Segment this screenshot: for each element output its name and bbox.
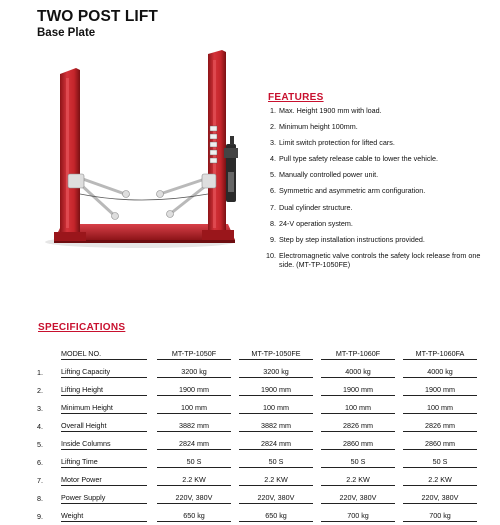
spec-value: 700 kg: [317, 507, 399, 525]
model-header: MT-TP-1050F: [153, 345, 235, 363]
model-no-label: MODEL NO.: [59, 345, 153, 363]
row-index: 6.: [37, 457, 43, 467]
feature-text: Manually controlled power unit.: [279, 170, 379, 180]
spec-name: Lifting Time: [59, 453, 153, 471]
feature-text: Limit switch protection for lifted cars.: [279, 138, 395, 148]
feature-number: 10.: [266, 250, 276, 260]
spec-value: 700 kg: [399, 507, 481, 525]
table-row: [33, 435, 481, 453]
spec-value: 2.2 KW: [235, 471, 317, 489]
two-post-lift-image: [40, 44, 245, 259]
spec-value: 220V, 380V: [153, 489, 235, 507]
feature-text: Max. Height 1900 mm with load.: [279, 106, 382, 115]
features-list: [266, 106, 491, 276]
spec-value: 2.2 KW: [153, 471, 235, 489]
spec-value: 3200 kg: [153, 363, 235, 381]
feature-number: 6.: [270, 186, 276, 196]
spec-value: 1900 mm: [153, 381, 235, 399]
row-index: 7.: [37, 475, 43, 485]
feature-number: 1.: [270, 106, 276, 115]
spec-value: 2860 mm: [399, 435, 481, 453]
spec-value: 50 S: [317, 453, 399, 471]
spec-value: 1900 mm: [235, 381, 317, 399]
table-row: [33, 507, 481, 525]
feature-number: 2.: [270, 122, 276, 132]
spec-value: 3200 kg: [235, 363, 317, 381]
feature-number: 8.: [270, 218, 276, 228]
table-row: [33, 363, 481, 381]
feature-text: Minimum height 100mm.: [279, 122, 358, 132]
row-index: 2.: [37, 385, 43, 395]
spec-value: 2.2 KW: [317, 471, 399, 489]
feature-text: 24-V operation system.: [279, 218, 353, 228]
spec-value: 1900 mm: [399, 381, 481, 399]
table-row: [33, 453, 481, 471]
features-heading: FEATURES: [268, 92, 324, 103]
feature-text: Dual cylinder structure.: [279, 202, 353, 212]
feature-item: [266, 186, 491, 196]
feature-number: 9.: [270, 234, 276, 244]
spec-value: 2.2 KW: [399, 471, 481, 489]
feature-item: [266, 235, 491, 245]
spec-value: 2826 mm: [399, 417, 481, 435]
feature-item: [266, 219, 491, 229]
table-row: [33, 471, 481, 489]
spec-value: 100 mm: [153, 399, 235, 417]
feature-item: [266, 106, 491, 116]
feature-item: [266, 122, 491, 132]
spec-name: Minimum Height: [59, 399, 153, 417]
table-row: [33, 381, 481, 399]
row-index: 5.: [37, 439, 43, 449]
spec-value: 650 kg: [235, 507, 317, 525]
feature-item: [266, 170, 491, 180]
spec-name: Overall Height: [59, 417, 153, 435]
feature-number: 5.: [270, 170, 276, 180]
feature-item: [266, 138, 491, 148]
spec-value: 4000 kg: [317, 363, 399, 381]
model-header: MT-TP-1050FE: [235, 345, 317, 363]
spec-value: 1900 mm: [317, 381, 399, 399]
feature-item: [266, 251, 491, 270]
feature-text: Pull type safety release cable to lower the vehicle.: [279, 154, 439, 164]
spec-value: 220V, 380V: [399, 489, 481, 507]
feature-text: Symmetric and asymmetric arm configuration.: [279, 186, 426, 196]
spec-value: 2860 mm: [317, 435, 399, 453]
spec-name: Weight: [59, 507, 153, 525]
spec-value: 2824 mm: [153, 435, 235, 453]
table-row: [33, 417, 481, 435]
feature-item: [266, 203, 491, 213]
table-row: [33, 399, 481, 417]
spec-value: 100 mm: [317, 399, 399, 417]
spec-name: Lifting Capacity: [59, 363, 153, 381]
feature-number: 7.: [270, 202, 276, 212]
spec-name: Motor Power: [59, 471, 153, 489]
spec-value: 50 S: [235, 453, 317, 471]
specifications-table: [33, 345, 481, 525]
spec-value: 100 mm: [235, 399, 317, 417]
feature-number: 3.: [270, 138, 276, 148]
spec-value: 220V, 380V: [235, 489, 317, 507]
spec-value: 50 S: [399, 453, 481, 471]
table-row: [33, 489, 481, 507]
spec-value: 3882 mm: [153, 417, 235, 435]
page-subtitle: Base Plate: [37, 27, 96, 39]
spec-value: 3882 mm: [235, 417, 317, 435]
spec-name: Inside Columns: [59, 435, 153, 453]
row-index: 4.: [37, 421, 43, 431]
feature-number: 4.: [270, 154, 276, 164]
page-title: TWO POST LIFT: [37, 8, 158, 25]
spec-value: 2824 mm: [235, 435, 317, 453]
spec-value: 100 mm: [399, 399, 481, 417]
specifications-heading: SPECIFICATIONS: [38, 322, 126, 333]
row-index: 3.: [37, 403, 43, 413]
spec-value: 650 kg: [153, 507, 235, 525]
feature-text: Step by step installation instructions provided.: [279, 234, 425, 244]
spec-name: Power Supply: [59, 489, 153, 507]
model-header: MT-TP-1060F: [317, 345, 399, 363]
table-header-row: [33, 345, 481, 363]
row-index: 8.: [37, 493, 43, 503]
row-index: 9.: [37, 511, 43, 521]
spec-value: 50 S: [153, 453, 235, 471]
spec-value: 4000 kg: [399, 363, 481, 381]
model-header: MT-TP-1060FA: [399, 345, 481, 363]
spec-name: Lifting Height: [59, 381, 153, 399]
spec-value: 2826 mm: [317, 417, 399, 435]
feature-item: [266, 154, 491, 164]
feature-text: Electromagnetic valve controls the safety lock release from one side. (MT-TP-1050FE): [279, 250, 481, 270]
spec-value: 220V, 380V: [317, 489, 399, 507]
row-index: 1.: [37, 367, 43, 377]
